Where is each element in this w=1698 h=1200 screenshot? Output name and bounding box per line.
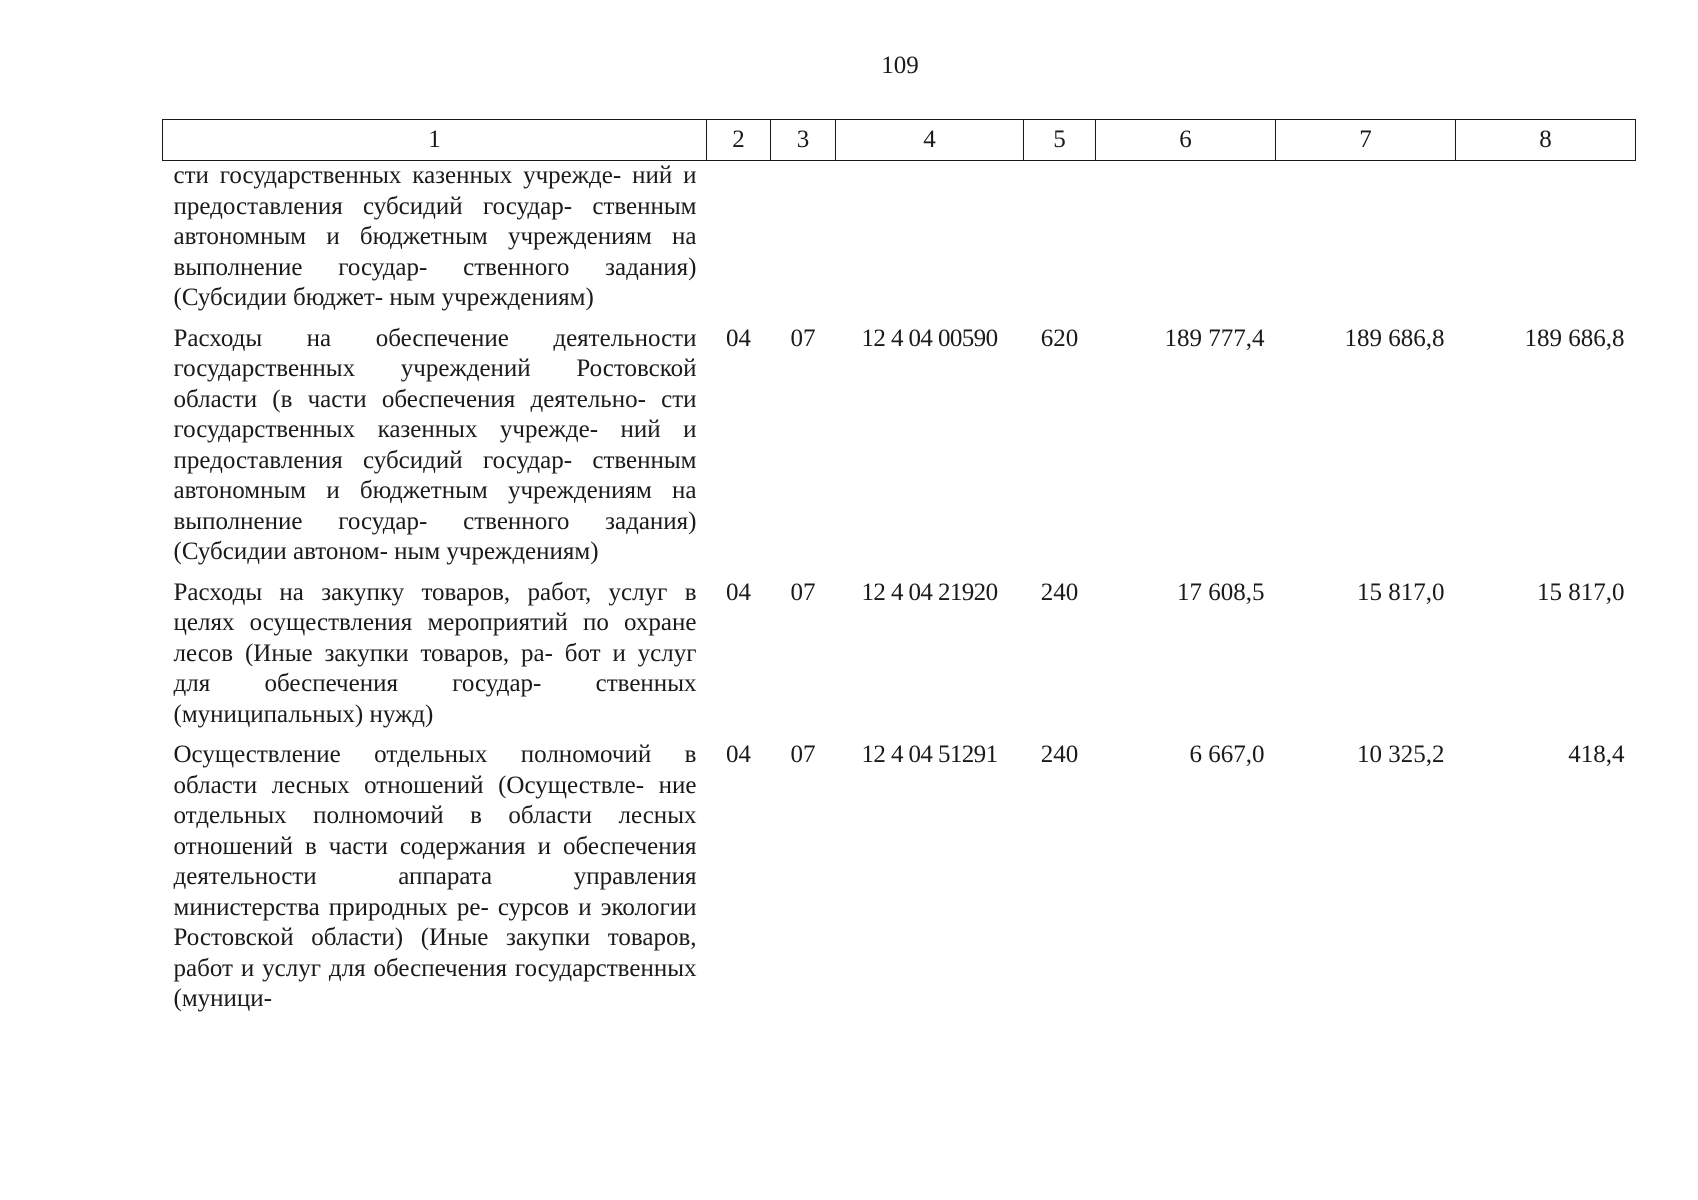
row-amount-year-1: 6 667,0 [1189,741,1265,768]
row-amount-year-1: 17 608,5 [1177,578,1265,606]
row-amount-year-1 [1096,161,1276,324]
row-expense-type: 240 [1040,741,1079,768]
row-amount-year-3 [1456,161,1636,324]
row-amount-year-3: 418,4 [1568,741,1625,768]
page-number: 109 [881,52,919,79]
table-row [163,740,1636,1025]
row-amount-year-3: 15 817,0 [1537,578,1625,606]
row-section-code: 04 [726,578,751,606]
row-description: Расходы на закупку товаров, работ, услуг в целях осуществления мероприятий по охране лесов (Иные закупки товаров, ра- бот и услуг для обеспечения государ- ственных (муниципальных) нужд) [173,578,697,728]
row-subsection-code: 07 [790,324,816,352]
header-col-5: 5 [1024,120,1096,161]
row-subsection-code: 07 [790,578,816,606]
row-expense-type [1024,161,1096,324]
table-row [163,578,1636,741]
table-body [163,161,1636,1025]
row-subsection-code [771,161,836,324]
row-amount-year-2 [1276,161,1456,324]
row-target-code: 12 4 04 51291 [861,741,998,768]
header-col-8: 8 [1456,120,1636,161]
row-expense-type: 240 [1040,578,1079,606]
row-amount-year-2: 189 686,8 [1344,324,1445,352]
row-expense-type: 620 [1040,324,1079,352]
budget-table [162,119,1636,1025]
row-subsection-code: 07 [790,741,816,768]
table-row [163,161,1636,324]
row-section-code [707,161,771,324]
row-target-code [836,161,1024,324]
row-amount-year-1: 189 777,4 [1164,324,1265,352]
row-description: Расходы на обеспечение деятельности государственных учреждений Ростовской области (в части обеспечения деятельно- сти государственных казенных учрежде- ний и предоставления субсидий государ- ственным автономным и бюджетным учреждениям на выполнение государ- ственного задания) (Субсидии автоном- ным учреждениям) [173,324,697,565]
table-header [163,120,1636,161]
row-amount-year-2: 15 817,0 [1357,578,1445,606]
row-amount-year-2: 10 325,2 [1357,741,1445,768]
header-col-7: 7 [1276,120,1456,161]
row-description: сти государственных казенных учрежде- ний и предоставления субсидий государ- ственным автономным и бюджетным учреждениям на выполнение государ- ственного задания) (Субсидии бюджет- ным учреждениям) [173,162,697,311]
header-col-4: 4 [836,120,1024,161]
header-col-2: 2 [707,120,771,161]
header-col-6: 6 [1096,120,1276,161]
row-section-code: 04 [726,741,751,768]
header-row [163,120,1636,161]
row-section-code: 04 [726,324,751,352]
header-col-1: 1 [163,120,707,161]
header-col-3: 3 [771,120,836,161]
row-target-code: 12 4 04 00590 [861,324,998,352]
row-target-code: 12 4 04 21920 [861,578,998,606]
row-amount-year-3: 189 686,8 [1524,324,1625,352]
table-row [163,324,1636,578]
row-description: Осуществление отдельных полномочий в области лесных отношений (Осуществле- ние отдельных полномочий в области лесных отношений в части содержания и обеспечения деятельности аппарата управления министерства природных ре- сурсов и экологии Ростовской области) (Иные закупки товаров, работ и услуг для обеспечения государственных (муници- [173,741,697,1012]
